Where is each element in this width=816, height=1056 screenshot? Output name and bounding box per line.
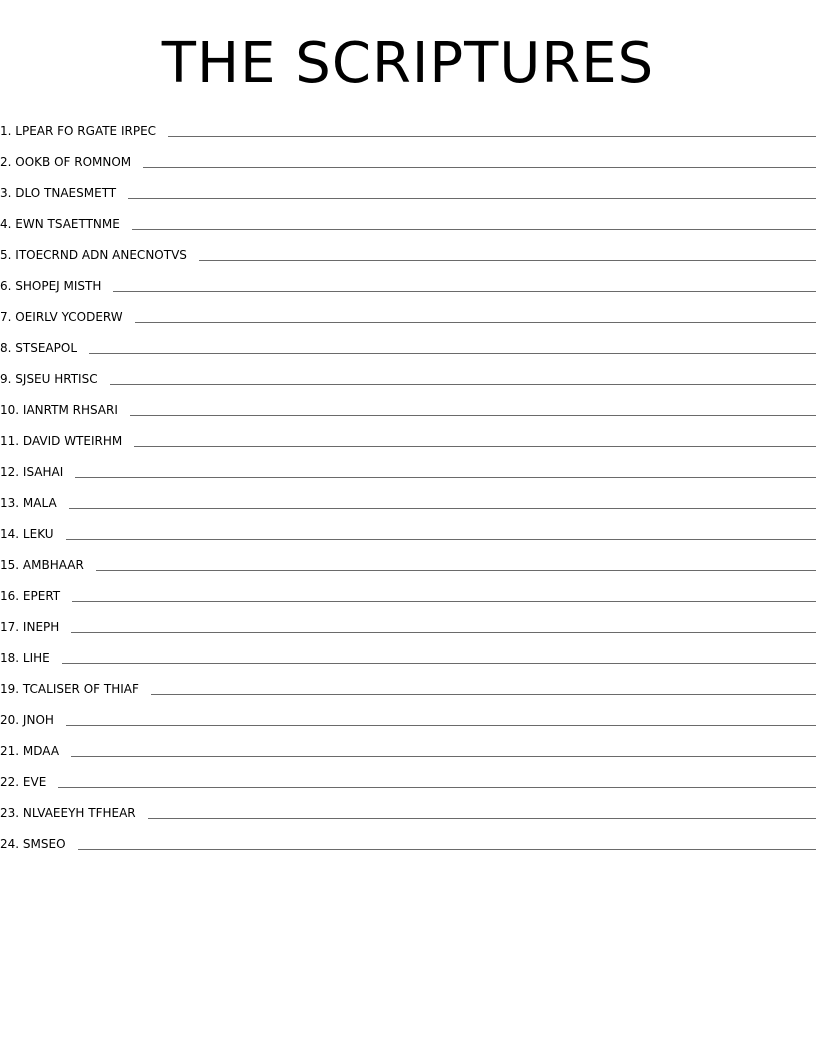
scramble-label bbox=[0, 803, 148, 823]
item-number: 8 . bbox=[0, 341, 15, 355]
scrambled-word: JNOH bbox=[22, 713, 54, 727]
answer-line[interactable] bbox=[168, 136, 816, 137]
answer-line[interactable] bbox=[148, 818, 816, 819]
scramble-label bbox=[0, 152, 143, 172]
scramble-label bbox=[0, 772, 58, 792]
answer-line[interactable] bbox=[78, 849, 816, 850]
scramble-label bbox=[0, 214, 132, 234]
answer-line[interactable] bbox=[199, 260, 816, 261]
scramble-list bbox=[0, 110, 816, 854]
item-number: 13 . bbox=[0, 496, 23, 510]
answer-line[interactable] bbox=[71, 756, 816, 757]
answer-line[interactable] bbox=[135, 322, 816, 323]
scramble-label bbox=[0, 307, 135, 327]
list-item bbox=[0, 730, 816, 761]
scrambled-word: EPERT bbox=[22, 589, 61, 603]
scrambled-word: OOKB OF ROMNOM bbox=[15, 155, 132, 169]
item-number: 1 . bbox=[0, 124, 15, 138]
scrambled-word: SHOPEJ MISTH bbox=[15, 279, 102, 293]
item-number: 14 . bbox=[0, 527, 23, 541]
list-item bbox=[0, 668, 816, 699]
scrambled-word: EWN TSAETTNME bbox=[15, 217, 120, 231]
scrambled-word: SMSEO bbox=[22, 837, 66, 851]
list-item bbox=[0, 637, 816, 668]
scramble-label bbox=[0, 555, 96, 575]
answer-line[interactable] bbox=[62, 663, 816, 664]
item-number: 23 . bbox=[0, 806, 23, 820]
item-number: 19 . bbox=[0, 682, 23, 696]
scrambled-word: MALA bbox=[22, 496, 57, 510]
item-number: 7 . bbox=[0, 310, 15, 324]
item-number: 11 . bbox=[0, 434, 23, 448]
list-item bbox=[0, 327, 816, 358]
item-number: 4 . bbox=[0, 217, 15, 231]
scramble-label bbox=[0, 834, 78, 854]
list-item bbox=[0, 761, 816, 792]
list-item bbox=[0, 792, 816, 823]
list-item bbox=[0, 389, 816, 420]
item-number: 9 . bbox=[0, 372, 15, 386]
answer-line[interactable] bbox=[89, 353, 816, 354]
list-item bbox=[0, 482, 816, 513]
list-item bbox=[0, 420, 816, 451]
scramble-label bbox=[0, 276, 113, 296]
list-item bbox=[0, 451, 816, 482]
scramble-label bbox=[0, 710, 66, 730]
list-item bbox=[0, 141, 816, 172]
scramble-label bbox=[0, 431, 134, 451]
scramble-label bbox=[0, 679, 151, 699]
scrambled-word: IANRTM RHSARI bbox=[22, 403, 118, 417]
answer-line[interactable] bbox=[151, 694, 816, 695]
list-item bbox=[0, 296, 816, 327]
scrambled-word: SJSEU HRTISC bbox=[15, 372, 98, 386]
answer-line[interactable] bbox=[96, 570, 816, 571]
scrambled-word: TCALISER OF THIAF bbox=[22, 682, 139, 696]
scramble-label bbox=[0, 741, 71, 761]
scramble-label bbox=[0, 400, 130, 420]
scramble-label bbox=[0, 369, 110, 389]
item-number: 22 . bbox=[0, 775, 23, 789]
list-item bbox=[0, 606, 816, 637]
answer-line[interactable] bbox=[72, 601, 816, 602]
answer-line[interactable] bbox=[66, 725, 816, 726]
scrambled-word: AMBHAAR bbox=[22, 558, 84, 572]
answer-line[interactable] bbox=[71, 632, 816, 633]
list-item bbox=[0, 234, 816, 265]
item-number: 18 . bbox=[0, 651, 23, 665]
item-number: 6 . bbox=[0, 279, 15, 293]
scrambled-word: STSEAPOL bbox=[15, 341, 78, 355]
scramble-label bbox=[0, 586, 72, 606]
item-number: 3 . bbox=[0, 186, 15, 200]
list-item bbox=[0, 203, 816, 234]
scrambled-word: NLVAEEYH TFHEAR bbox=[22, 806, 136, 820]
answer-line[interactable] bbox=[69, 508, 816, 509]
scrambled-word: DAVID WTEIRHM bbox=[22, 434, 123, 448]
list-item bbox=[0, 575, 816, 606]
answer-line[interactable] bbox=[132, 229, 816, 230]
item-number: 24 . bbox=[0, 837, 23, 851]
scrambled-word: DLO TNAESMETT bbox=[15, 186, 117, 200]
scramble-label bbox=[0, 617, 71, 637]
list-item bbox=[0, 172, 816, 203]
answer-line[interactable] bbox=[143, 167, 816, 168]
scrambled-word: LEKU bbox=[22, 527, 54, 541]
list-item bbox=[0, 544, 816, 575]
scrambled-word: ISAHAI bbox=[22, 465, 64, 479]
page-title: THE SCRIPTURES bbox=[161, 31, 655, 96]
answer-line[interactable] bbox=[113, 291, 816, 292]
list-item bbox=[0, 699, 816, 730]
scramble-label bbox=[0, 121, 168, 141]
item-number: 5 . bbox=[0, 248, 15, 262]
answer-line[interactable] bbox=[66, 539, 816, 540]
scrambled-word: OEIRLV YCODERW bbox=[15, 310, 123, 324]
answer-line[interactable] bbox=[58, 787, 816, 788]
scramble-label bbox=[0, 462, 75, 482]
item-number: 21 . bbox=[0, 744, 23, 758]
scramble-label bbox=[0, 183, 128, 203]
item-number: 12 . bbox=[0, 465, 23, 479]
scramble-label bbox=[0, 524, 66, 544]
scrambled-word: ITOECRND ADN ANECNOTVS bbox=[15, 248, 187, 262]
scramble-label bbox=[0, 493, 69, 513]
item-number: 15 . bbox=[0, 558, 23, 572]
list-item bbox=[0, 823, 816, 854]
scrambled-word: LIHE bbox=[22, 651, 50, 665]
list-item bbox=[0, 110, 816, 141]
answer-line[interactable] bbox=[130, 415, 816, 416]
scrambled-word: INEPH bbox=[22, 620, 60, 634]
answer-line[interactable] bbox=[110, 384, 816, 385]
answer-line[interactable] bbox=[128, 198, 816, 199]
item-number: 16 . bbox=[0, 589, 23, 603]
scrambled-word: LPEAR FO RGATE IRPEC bbox=[15, 124, 157, 138]
scramble-label bbox=[0, 648, 62, 668]
scramble-label bbox=[0, 338, 89, 358]
answer-line[interactable] bbox=[134, 446, 816, 447]
list-item bbox=[0, 358, 816, 389]
item-number: 2 . bbox=[0, 155, 15, 169]
item-number: 17 . bbox=[0, 620, 23, 634]
list-item bbox=[0, 265, 816, 296]
answer-line[interactable] bbox=[75, 477, 816, 478]
scrambled-word: EVE bbox=[22, 775, 47, 789]
scrambled-word: MDAA bbox=[22, 744, 60, 758]
scramble-label bbox=[0, 245, 199, 265]
item-number: 20 . bbox=[0, 713, 23, 727]
item-number: 10 . bbox=[0, 403, 23, 417]
list-item bbox=[0, 513, 816, 544]
